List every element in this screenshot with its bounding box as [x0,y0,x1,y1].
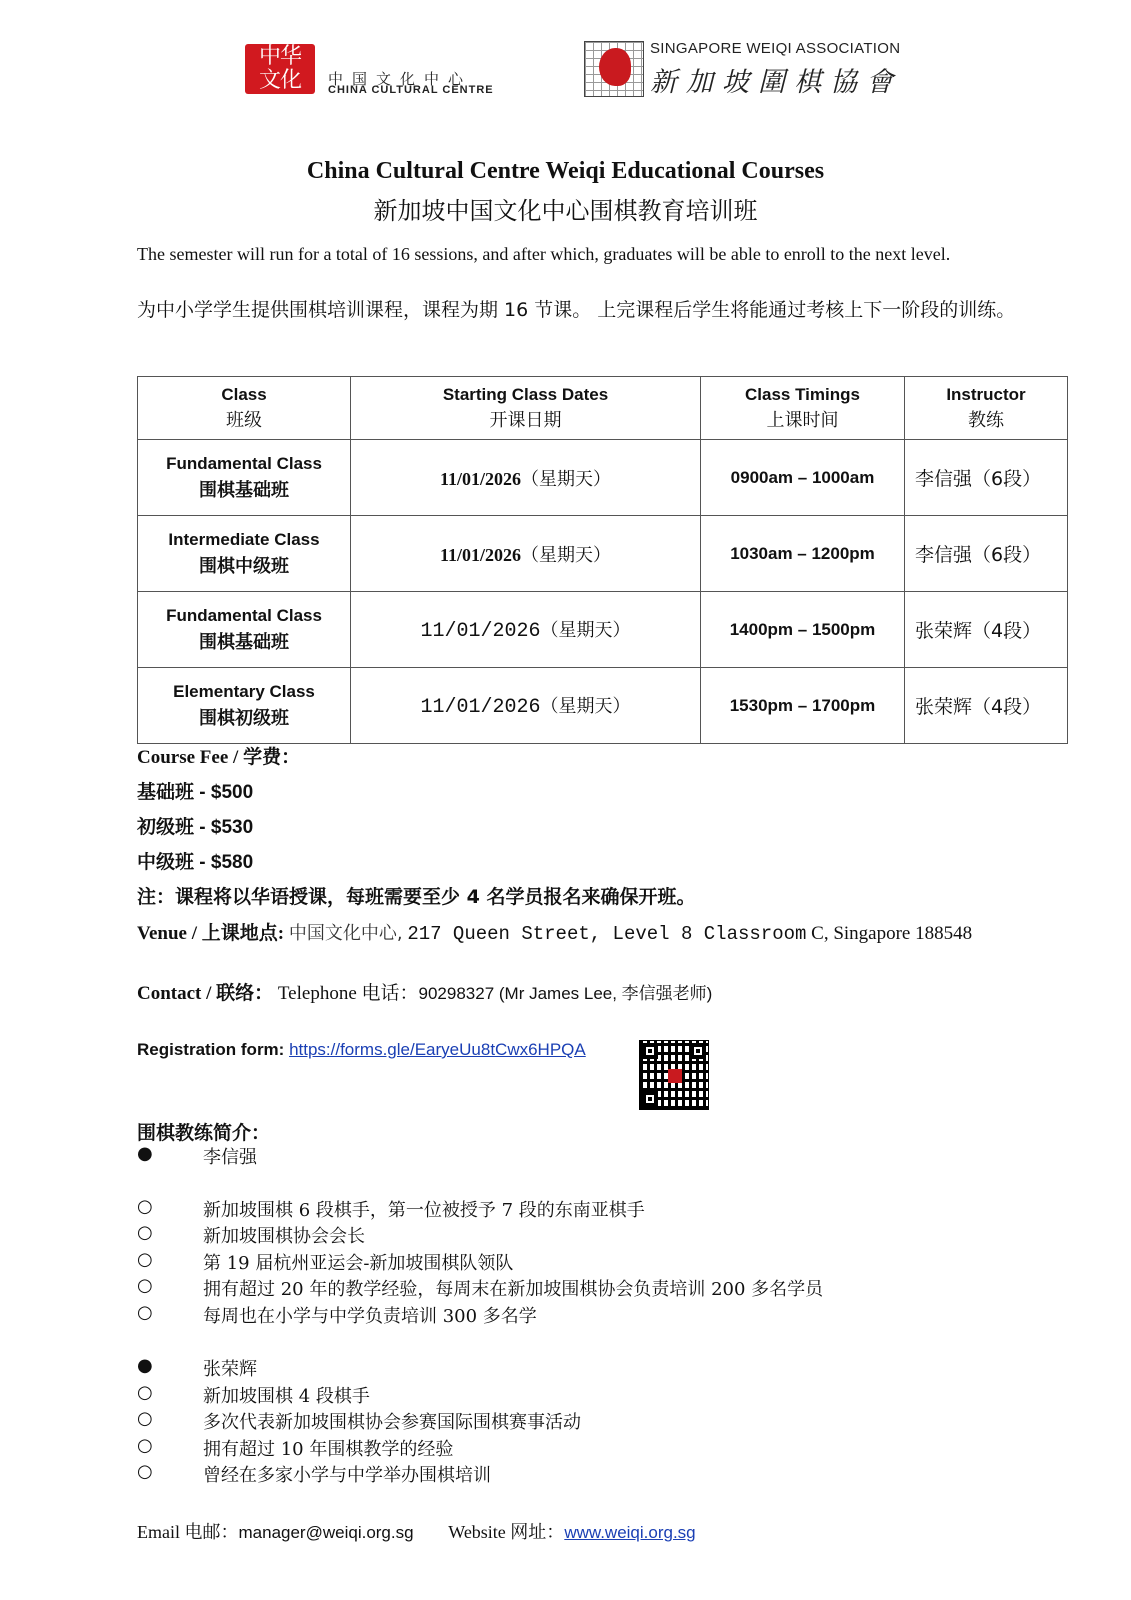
ccc-name-cn: 中国文化中心 [328,70,473,88]
swa-name-cn: 新加坡圍棋協會 [650,67,902,98]
class-cell: Fundamental Class 围棋基础班 [138,440,351,516]
language-note: 注：课程将以华语授课，每班需要至少 4 名学员报名来确保开班。 [137,886,696,908]
website-link[interactable]: www.weiqi.org.sg [564,1523,696,1542]
table-row [138,668,1068,744]
schedule-table [137,376,1068,744]
time-cell: 1530pm – 1700pm [701,668,905,744]
registration-link[interactable]: https://forms.gle/EaryeUu8tCwx6HPQA [289,1040,586,1059]
class-cell: Elementary Class 围棋初级班 [138,668,351,744]
class-cell: Intermediate Class 围棋中级班 [138,516,351,592]
table-row [138,516,1068,592]
header-dates: Starting Class Dates 开课日期 [351,377,701,440]
email-value[interactable]: manager@weiqi.org.sg [238,1523,414,1542]
swa-name-en: SINGAPORE WEIQI ASSOCIATION [650,40,901,57]
header-class: Class 班级 [138,377,351,440]
instructor-cell: 李信强（6段） [905,516,1068,592]
table-header-row [138,377,1068,440]
page-title-cn: 新加坡中国文化中心围棋教育培训班 [373,197,758,225]
course-fee-heading: Course Fee / 学费： [137,746,301,768]
class-cell: Fundamental Class 围棋基础班 [138,592,351,668]
ccc-name-en: CHINA CULTURAL CENTRE [328,84,494,96]
date-cell: 11/01/2026（星期天） [351,592,701,668]
intro-en: The semester will run for a total of 16 sessions, and after which, graduates will be able to enroll to the next level. [137,244,951,264]
registration-qr-code[interactable] [639,1040,709,1110]
time-cell: 1400pm – 1500pm [701,592,905,668]
date-cell: 11/01/2026（星期天） [351,668,701,744]
email-label: Email 电邮： [137,1522,239,1542]
time-cell: 1030am – 1200pm [701,516,905,592]
fee-item: 基础班 - $500 [137,781,254,803]
weiqi-association-lion-logo [584,41,644,97]
time-cell: 0900am – 1000am [701,440,905,516]
instructor-cell: 李信强（6段） [905,440,1068,516]
date-cell: 11/01/2026（星期天） [351,440,701,516]
page-title-en: China Cultural Centre Weiqi Educational Courses [306,158,825,184]
website-label: Website 网址： [448,1522,565,1542]
venue-line: Venue / 上课地点: 中国文化中心, 217 Queen Street, Level 8 Classroom C, Singapore 188548 [137,923,973,945]
table-row [138,440,1068,516]
date-cell: 11/01/2026（星期天） [351,516,701,592]
instructor-cell: 张荣辉（4段） [905,668,1068,744]
coach-intro-heading: 围棋教练简介： [137,1122,271,1144]
china-cultural-centre-seal-logo: 中华 文化 [245,44,315,94]
footer [137,1518,696,1544]
intro-cn: 为中小学学生提供围棋培训课程，课程为期 16 节课。 上完课程后学生将能通过考核上下一阶段的训练。 [137,299,1016,321]
table-row [138,592,1068,668]
contact-line: Contact / 联络： Telephone 电话：90298327 (Mr James Lee, 李信强老师) [137,983,713,1004]
header-instructor: Instructor 教练 [905,377,1068,440]
registration-line: Registration form: https://forms.gle/EaryeUu8tCwx6HPQA [137,1040,586,1059]
fee-item: 初级班 - $530 [137,816,254,838]
instructor-cell: 张荣辉（4段） [905,592,1068,668]
fee-item: 中级班 - $580 [137,851,254,873]
header-timings: Class Timings 上课时间 [701,377,905,440]
